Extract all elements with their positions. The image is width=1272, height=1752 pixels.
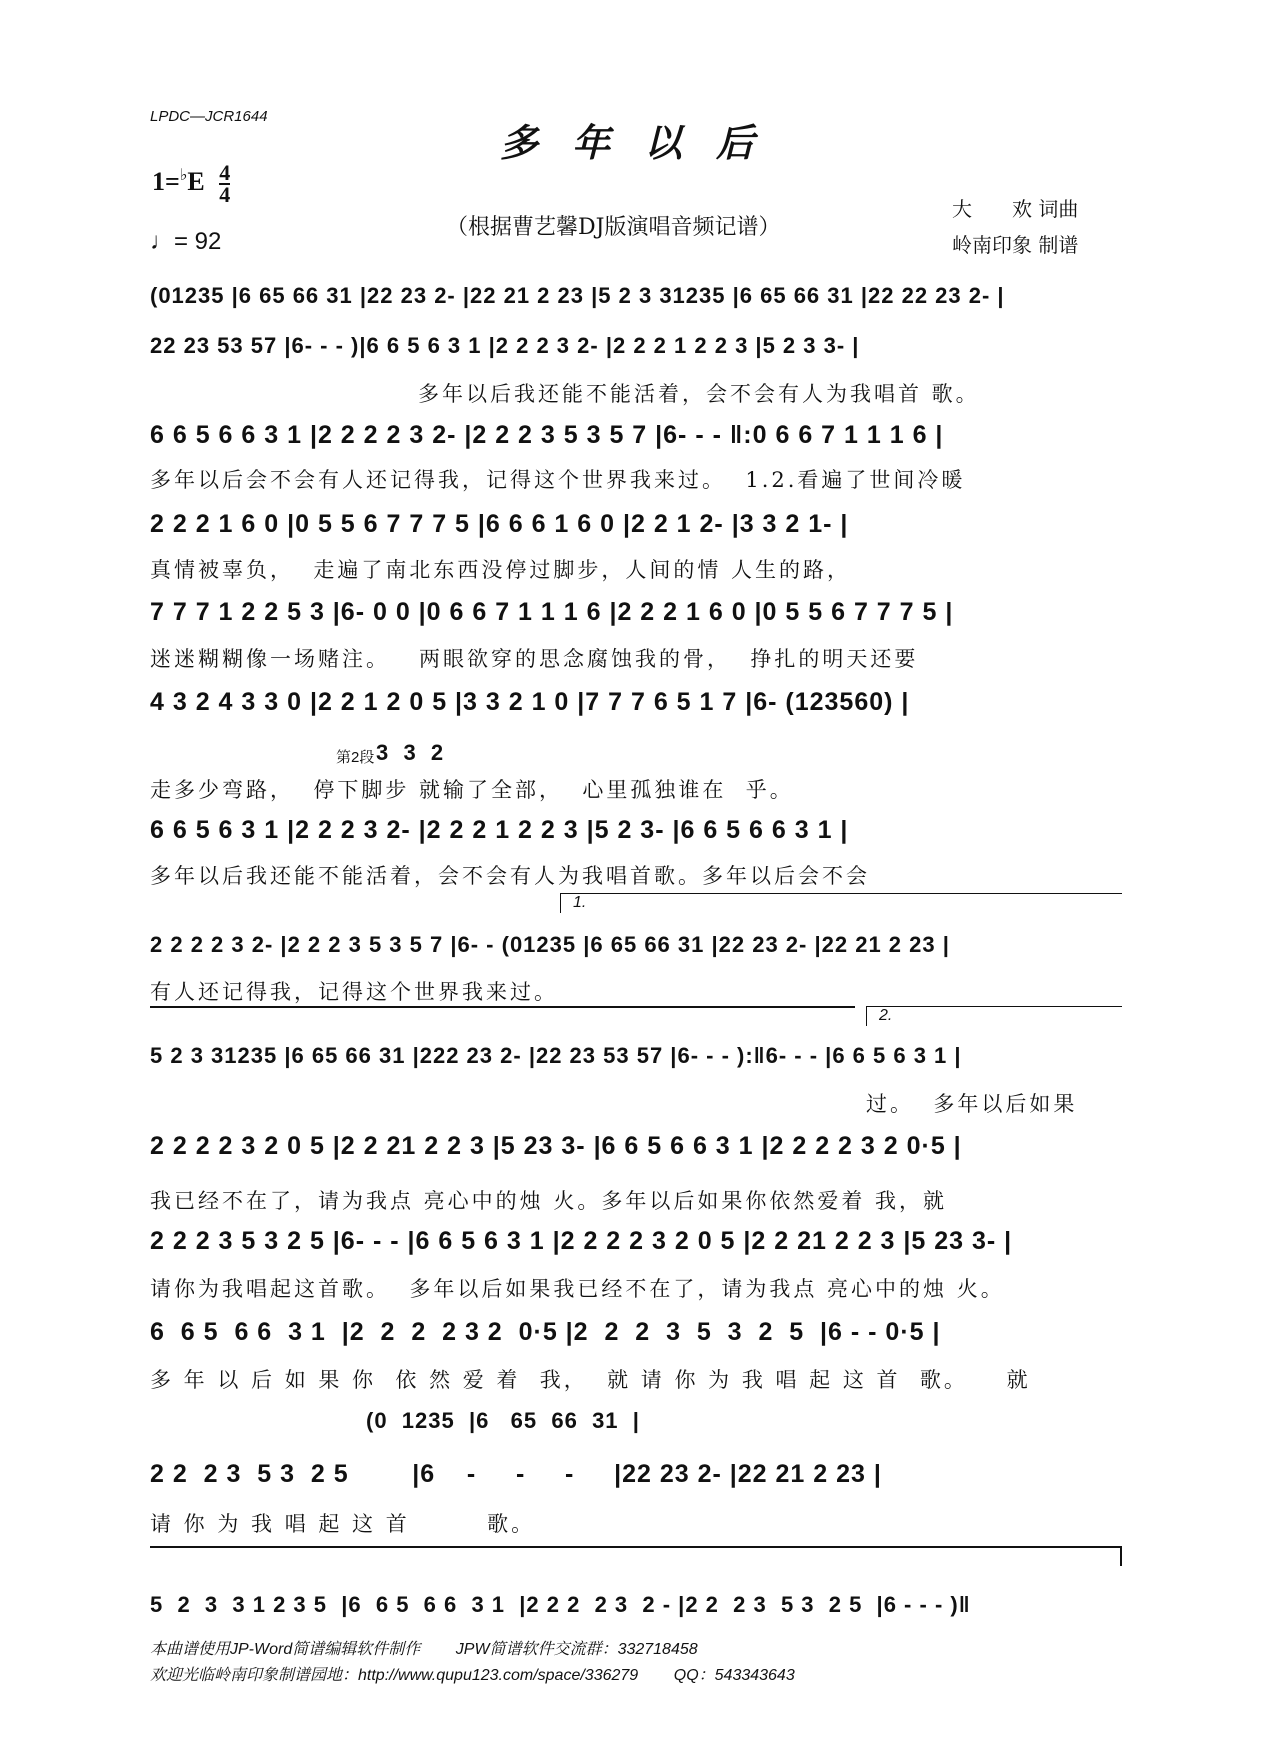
notation-line-2: 22 23 53 57 |6- - - )|6 6 5 6 3 1 |2 2 2 3 2- |2 2 2 1 2 2 3 |5 2 3 3- |	[150, 333, 860, 358]
section-divider	[150, 1546, 1122, 1548]
volta-2-bracket: 2.	[866, 1006, 1122, 1026]
lyric-line-14: 请 你 为 我 唱 起 这 首 歌。	[150, 1512, 536, 1536]
lyric-line-6: 走多少弯路， 停下脚步 就输了全部， 心里孤独谁在 乎。	[150, 778, 794, 802]
tempo-marking: ♩= 92	[150, 228, 222, 255]
footer-line-2: 欢迎光临岭南印象制谱园地：http://www.qupu123.com/space/336279 QQ：543343643	[150, 1667, 795, 1684]
notation-line-11: 2 2 2 3 5 3 2 5 |6- - - |6 6 5 6 3 1 |2 2 2 2 3 2 0 5 |2 2 21 2 2 3 |5 23 3- |	[150, 1227, 1013, 1255]
lyric-line-12: 多 年 以 后 如 果 你 依 然 爱 着 我， 就 请 你 为 我 唱 起 这 首 歌。 就	[150, 1368, 1031, 1392]
notation-line-14: 2 2 2 3 5 3 2 5 |6 - - - |22 23 2- |22 21 2 23 |	[150, 1460, 882, 1488]
time-top: 4	[219, 160, 231, 185]
volta-1-continuation	[150, 1006, 855, 1008]
notation-line-15: 5 2 3 3 1 2 3 5 |6 6 5 6 6 3 1 |2 2 2 2 3 2 - |2 2 2 3 5 3 2 5 |6 - - - )‖	[150, 1592, 971, 1617]
flat-sign: ♭	[179, 166, 188, 184]
alt-verse-label: 第2段	[336, 749, 375, 766]
subtitle: （根据曹艺馨DJ版演唱音频记谱）	[446, 215, 781, 240]
score-code: LPDC—JCR1644	[150, 108, 268, 125]
alt-verse-notes: 3 3 2	[376, 740, 445, 765]
notation-line-10: 2 2 2 2 3 2 0 5 |2 2 21 2 2 3 |5 23 3- |6 6 5 6 6 3 1 |2 2 2 2 3 2 0·5 |	[150, 1132, 962, 1160]
time-signature	[219, 160, 231, 207]
lyric-line-11: 请你为我唱起这首歌。 多年以后如果我已经不在了，请为我点 亮心中的烛 火。	[150, 1277, 1005, 1301]
lyric-line-5: 迷迷糊糊像一场赌注。 两眼欲穿的思念腐蚀我的骨， 挣扎的明天还要	[150, 647, 919, 671]
notation-line-13-upper: (0 1235 |6 65 66 31 |	[366, 1408, 640, 1433]
credit-lyrics-music: 大 欢 词曲	[952, 197, 1079, 221]
key-signature	[152, 160, 231, 207]
lyric-line-7: 多年以后我还能不能活着，会不会有人为我唱首歌。多年以后会不会	[150, 864, 870, 888]
notation-line-5: 7 7 7 1 2 2 5 3 |6- 0 0 |0 6 6 7 1 1 1 6 |2 2 2 1 6 0 |0 5 5 6 7 7 7 5 |	[150, 598, 954, 626]
credit-score: 岭南印象 制谱	[952, 233, 1079, 257]
lyric-line-9: 过。 多年以后如果	[866, 1092, 1078, 1116]
time-bottom: 4	[219, 182, 231, 207]
notation-line-6: 4 3 2 4 3 3 0 |2 2 1 2 0 5 |3 3 2 1 0 |7 7 7 6 5 1 7 |6- (123560) |	[150, 688, 910, 716]
lyric-line-8: 有人还记得我，记得这个世界我来过。	[150, 980, 558, 1004]
notation-line-1: (01235 |6 65 66 31 |22 23 2- |22 21 2 23 |5 2 3 31235 |6 65 66 31 |22 22 23 2- |	[150, 283, 1005, 308]
notation-line-9: 5 2 3 31235 |6 65 66 31 |222 23 2- |22 23 53 57 |6- - - ):‖6- - - |6 6 5 6 3 1 |	[150, 1043, 962, 1068]
volta-1-bracket: 1.	[560, 893, 1122, 913]
page-title: 多年以后	[500, 120, 789, 165]
section-divider-tick	[1120, 1546, 1122, 1566]
notation-line-3: 6 6 5 6 6 3 1 |2 2 2 2 3 2- |2 2 2 3 5 3 5 7 |6- - - ‖:0 6 6 7 1 1 1 6 |	[150, 421, 944, 449]
notation-line-4: 2 2 2 1 6 0 |0 5 5 6 7 7 7 5 |6 6 6 1 6 0 |2 2 1 2- |3 3 2 1- |	[150, 510, 849, 538]
lyric-line-2: 多年以后我还能不能活着，会不会有人为我唱首 歌。	[418, 382, 980, 406]
key-prefix: 1=	[152, 166, 180, 196]
key-note: E	[187, 166, 205, 196]
lyric-line-3: 多年以后会不会有人还记得我，记得这个世界我来过。 1.2.看遍了世间冷暖	[150, 468, 966, 492]
notation-line-7: 6 6 5 6 3 1 |2 2 2 3 2- |2 2 2 1 2 2 3 |5 2 3- |6 6 5 6 6 3 1 |	[150, 816, 849, 844]
notation-line-12: 6 6 5 6 6 3 1 |2 2 2 2 3 2 0·5 |2 2 2 3 5 3 2 5 |6 - - 0·5 |	[150, 1318, 941, 1346]
lyric-line-4: 真情被辜负， 走遍了南北东西没停过脚步，人间的情 人生的路，	[150, 558, 852, 582]
lyric-line-10: 我已经不在了，请为我点 亮心中的烛 火。多年以后如果你依然爱着 我，就	[150, 1189, 948, 1213]
notation-line-8: 2 2 2 2 3 2- |2 2 2 3 5 3 5 7 |6- - (01235 |6 65 66 31 |22 23 2- |22 21 2 23 |	[150, 932, 950, 957]
footer-line-1: 本曲谱使用JP-Word简谱编辑软件制作 JPW简谱软件交流群：332718458	[150, 1641, 698, 1658]
